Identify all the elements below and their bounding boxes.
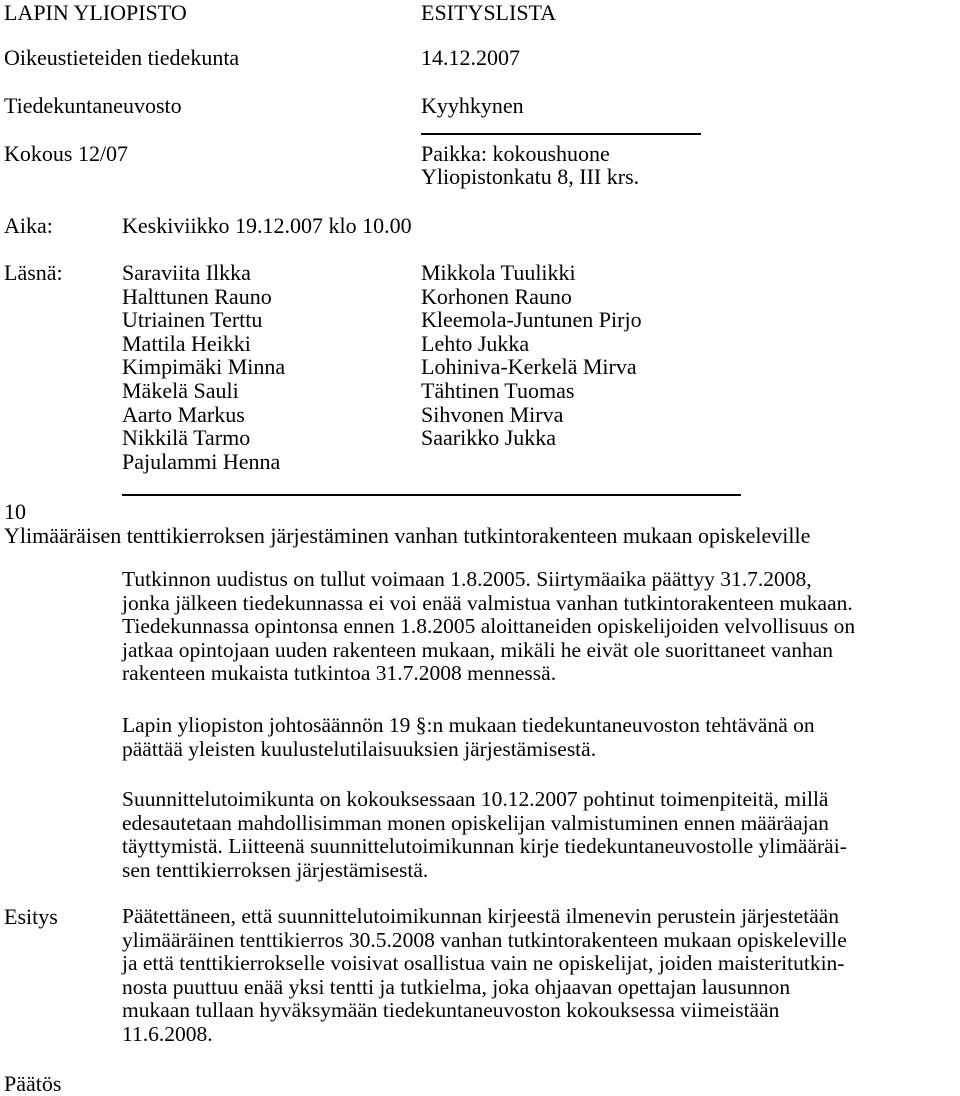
decision-label: Päätös (4, 1071, 62, 1096)
signer-name: Kyyhkynen (421, 93, 524, 118)
paragraph-regulation: Lapin yliopiston johtosäännön 19 §:n mukaan tiedekuntaneuvoston tehtävänä on päättää yleisten kuulustelutilaisuuksien järjestämisestä. (122, 713, 815, 761)
attendee: Sihvonen Mirva (421, 401, 564, 427)
proposal-label: Esitys (4, 904, 58, 929)
council-name: Tiedekuntaneuvosto (4, 93, 182, 118)
meeting-time: Keskiviikko 19.12.007 klo 10.00 (122, 213, 412, 238)
paragraph-background: Tutkinnon uudistus on tullut voimaan 1.8.2005. Siirtymäaika päättyy 31.7.2008, jonka jälkeen tiedekunnassa ei voi enää valmistua vanhan tutkintorakenteen mukaan. Tiedekunnassa opintonsa ennen 1.8.2005 aloittaneiden opiskelijoiden velvollisuus on jatkaa opintojaan uuden rakenteen mukaan, mikäli he eivät ole suorittaneet vanhan rakenteen mukaista tutkintoa 31.7.2008 mennessä. (122, 567, 856, 686)
attendee: Korhonen Rauno (421, 283, 572, 309)
meeting-place-line2: Yliopistonkatu 8, III krs. (421, 164, 640, 189)
attendee: Lehto Jukka (421, 330, 530, 356)
attendance-label: Läsnä: (4, 260, 63, 285)
attendee: Nikkilä Tarmo (122, 425, 251, 451)
attendee: Halttunen Rauno (122, 283, 272, 309)
meeting-date: 14.12.2007 (421, 45, 520, 70)
attendee: Utriainen Terttu (122, 307, 263, 333)
attendance-left-column (122, 261, 285, 473)
header-rule (421, 133, 701, 135)
attendee: Mäkelä Sauli (122, 377, 239, 403)
meeting-number: Kokous 12/07 (4, 141, 129, 166)
attendee: Saarikko Jukka (421, 425, 557, 451)
attendee: Tähtinen Tuomas (421, 377, 575, 403)
attendance-right-column (421, 261, 642, 450)
attendee: Kimpimäki Minna (122, 354, 286, 380)
document-type: ESITYSLISTA (421, 0, 557, 25)
attendee: Lohiniva-Kerkelä Mirva (421, 354, 637, 380)
attendee: Aarto Markus (122, 401, 245, 427)
attendee: Mattila Heikki (122, 330, 251, 356)
university-name: LAPIN YLIOPISTO (4, 0, 187, 25)
attendee: Mikkola Tuulikki (421, 260, 576, 285)
paragraph-committee: Suunnittelutoimikunta on kokouksessaan 10.12.2007 pohtinut toimenpiteitä, millä edesautetaan mahdollisimman monen opiskelijan valmistuminen ennen määräajan täyttymistä. Liitteenä suunnittelutoimikunnan kirje tiedekuntaneuvostolle ylimääräi- sen tenttikierroksen järjestämisestä. (122, 787, 847, 882)
item-rule (122, 494, 741, 496)
proposal-text: Päätettäneen, että suunnittelutoimikunnan kirjeestä ilmenevin perustein järjestetään ylimääräinen tenttikierros 30.5.2008 vanhan tutkintorakenteen mukaan opiskeleville ja että tenttikierrokselle voisivat osallistua vain ne opiskelijat, joiden maisteritutkin- nosta puuttuu enää yksi tentti ja tutkielma, joka ohjaavan opettajan lausunnon mukaan tullaan hyväksymään tiedekuntaneuvoston kokouksessa viimeistään 11.6.2008. (122, 904, 847, 1046)
item-title: Ylimääräisen tenttikierroksen järjestäminen vanhan tutkintorakenteen mukaan opiskeleville (4, 523, 811, 548)
meeting-place-line1: Paikka: kokoushuone (421, 141, 610, 166)
attendee: Kleemola-Juntunen Pirjo (421, 307, 642, 333)
faculty-name: Oikeustieteiden tiedekunta (4, 45, 240, 70)
attendee: Pajulammi Henna (122, 448, 281, 474)
time-label: Aika: (4, 213, 53, 238)
attendee: Saraviita Ilkka (122, 260, 251, 285)
item-number: 10 (4, 499, 26, 524)
